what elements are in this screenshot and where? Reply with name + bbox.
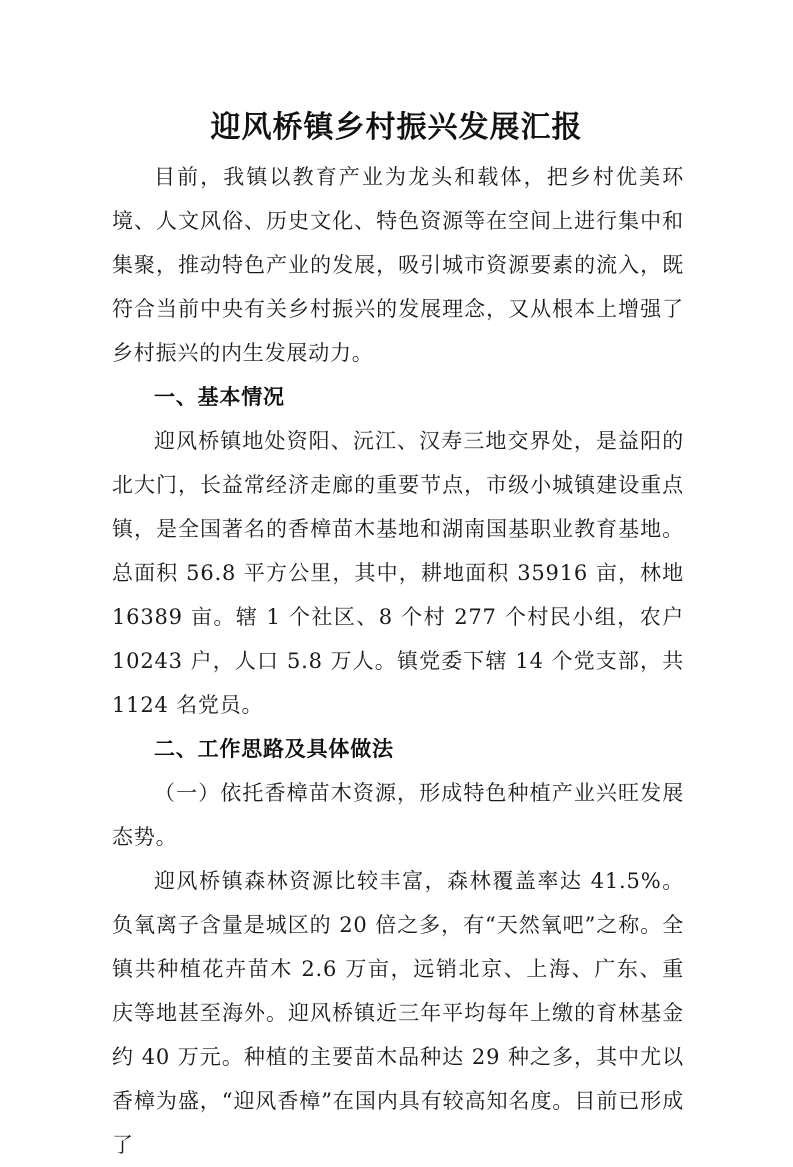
basic-info-paragraph: 迎风桥镇地处资阳、沅江、汉寿三地交界处，是益阳的北大门，长益常经济走廊的重要节点，市级小城镇建设重点镇，是全国著名的香樟苗木基地和湖南国基职业教育基地。总面积 56.8 平方公里，其中，耕地面积 35916 亩，林地 16389 亩。辖 1 个社区、8 个村 277 个村民小组，农户 10243 户，人口 5.8 万人。镇党委下辖 14 个党支部，共 1124 名党员。	[112, 429, 684, 717]
document-body	[112, 155, 684, 1167]
document-title: 迎风桥镇乡村振兴发展汇报	[210, 110, 583, 145]
section-heading-basic-info: 一、基本情况	[154, 385, 285, 409]
subsection-heading-camphor: （一）依托香樟苗木资源，形成特色种植产业兴旺发展态势。	[112, 781, 684, 849]
camphor-paragraph: 迎风桥镇森林资源比较丰富，森林覆盖率达 41.5%。负氧离子含量是城区的 20 倍之多，有“天然氧吧”之称。全镇共种植花卉苗木 2.6 万亩，远销北京、上海、广东、重庆等地甚至海外。迎风桥镇近三年平均每年上缴的育林基金约 40 万元。种植的主要苗木品种达 29 种之多，其中尤以香樟为盛，“迎风香樟”在国内具有较高知名度。目前已形成了	[112, 869, 684, 1157]
intro-paragraph: 目前，我镇以教育产业为龙头和载体，把乡村优美环境、人文风俗、历史文化、特色资源等在空间上进行集中和集聚，推动特色产业的发展，吸引城市资源要素的流入，既符合当前中央有关乡村振兴的发展理念，又从根本上增强了乡村振兴的内生发展动力。	[112, 165, 684, 365]
section-heading-work-approach: 二、工作思路及具体做法	[154, 737, 394, 761]
